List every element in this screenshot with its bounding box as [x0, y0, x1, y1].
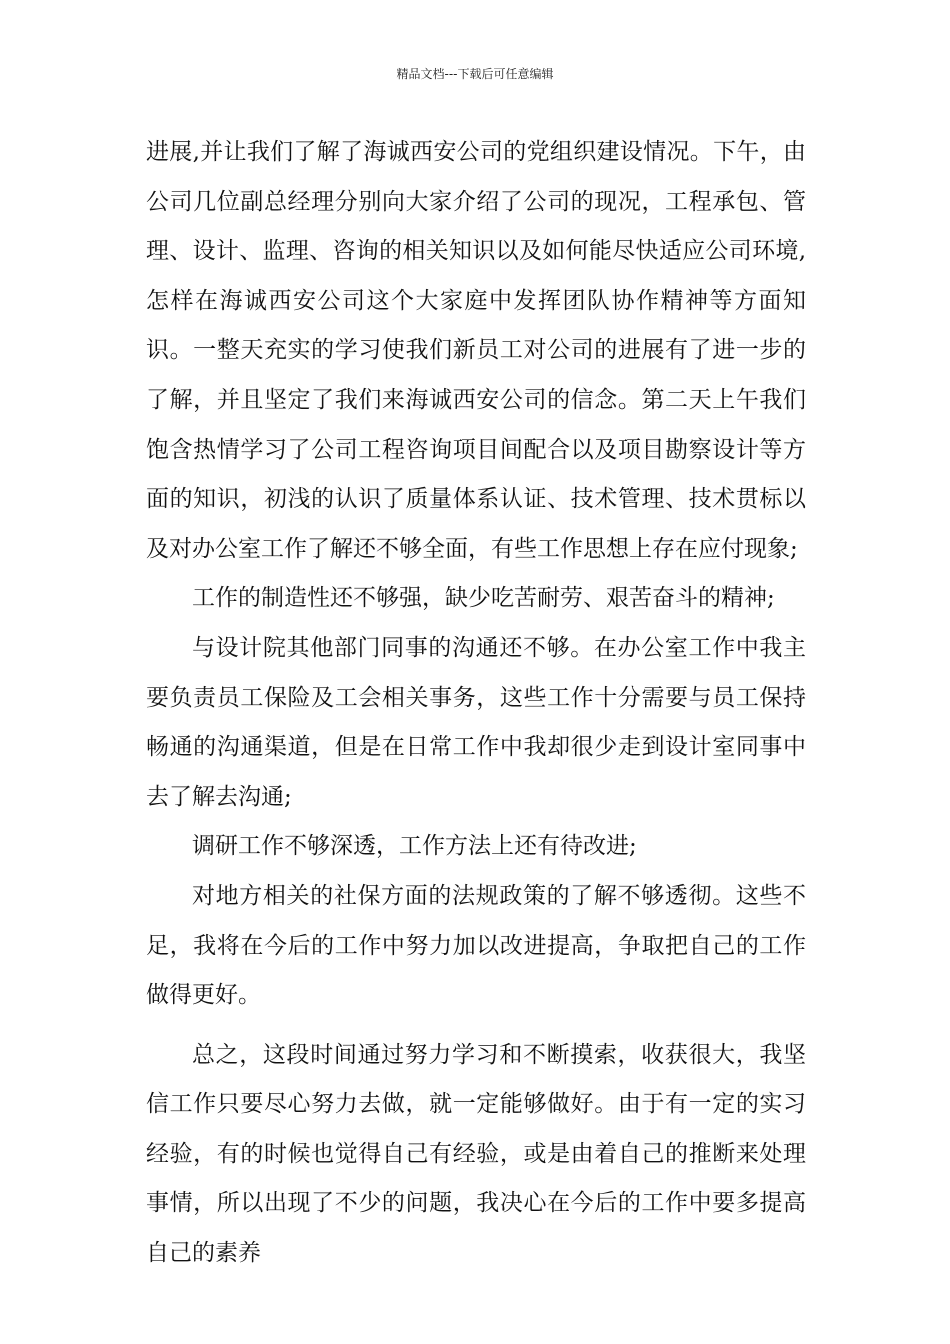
document-body — [146, 128, 806, 1279]
paragraph-3: 与设计院其他部门同事的沟通还不够。在办公室工作中我主要负责员工保险及工会相关事务，这些工作十分需要与员工保持畅通的沟通渠道，但是在日常工作中我却很少走到设计室同事中去了解去沟通; — [146, 634, 806, 810]
paragraph-6: 总之，这段时间通过努力学习和不断摸索，收获很大，我坚信工作只要尽心努力去做，就一定能够做好。由于有一定的实习经验，有的时候也觉得自己有经验，或是由着自己的推断来处理事情，所以出现了不少的问题，我决心在今后的工作中要多提高自己的素养 — [146, 1041, 806, 1267]
paragraph-5: 对地方相关的社保方面的法规政策的了解不够透彻。这些不足，我将在今后的工作中努力加以改进提高，争取把自己的工作做得更好。 — [146, 882, 806, 1009]
paragraph-2: 工作的制造性还不够强，缺少吃苦耐劳、艰苦奋斗的精神; — [192, 585, 775, 612]
page-header: 精品文档---下载后可任意编辑 — [396, 67, 554, 81]
paragraph-4: 调研工作不够深透，工作方法上还有待改进; — [192, 833, 637, 860]
paragraph-1: 进展,并让我们了解了海诚西安公司的党组织建设情况。下午，由公司几位副总经理分别向大家介绍了公司的现况，工程承包、管理、设计、监理、咨询的相关知识以及如何能尽快适应公司环境,怎样在海诚西安公司这个大家庭中发挥团队协作精神等方面知识。一整天充实的学习使我们新员工对公司的进展有了进一步的了解，并且坚定了我们来海诚西安公司的信念。第二天上午我们饱含热情学习了公司工程咨询项目间配合以及项目勘察设计等方面的知识，初浅的认识了质量体系认证、技术管理、技术贯标以及对办公室工作了解还不够全面，有些工作思想上存在应付现象; — [146, 139, 806, 562]
